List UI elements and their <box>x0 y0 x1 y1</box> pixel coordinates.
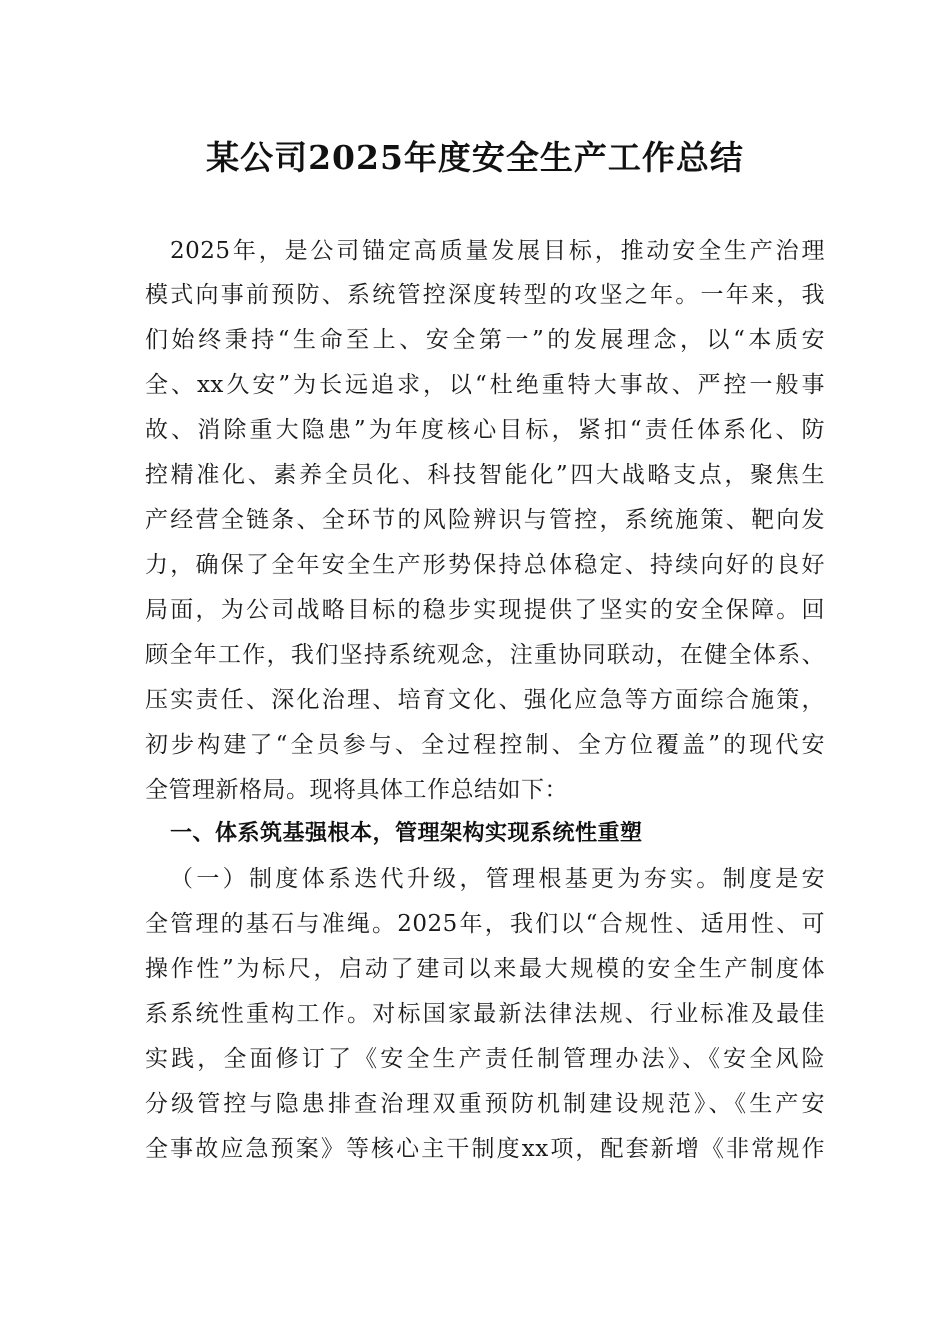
paragraph-line: 控精准化、素养全员化、科技智能化”四大战略支点，聚焦生 <box>145 462 825 488</box>
document-title: 某公司2025年度安全生产工作总结 <box>206 138 744 177</box>
paragraph-line: 力，确保了全年安全生产形势保持总体稳定、持续向好的良好 <box>145 552 825 578</box>
paragraph-line: 初步构建了“全员参与、全过程控制、全方位覆盖”的现代安 <box>145 732 825 758</box>
paragraph-line: 2025年，是公司锚定高质量发展目标，推动安全生产治理 <box>170 238 825 264</box>
paragraph-line: 分级管控与隐患排查治理双重预防机制建设规范》、《生产安 <box>145 1091 825 1117</box>
paragraph-line: 全、xx久安”为长远追求，以“杜绝重特大事故、严控一般事 <box>145 372 825 398</box>
paragraph-line: 们始终秉持“生命至上、安全第一”的发展理念，以“本质安 <box>145 327 825 353</box>
paragraph-line: 全管理新格局。现将具体工作总结如下： <box>145 777 568 803</box>
paragraph-line: 故、消除重大隐患”为年度核心目标，紧扣“责任体系化、防 <box>145 417 825 443</box>
paragraph-line: 压实责任、深化治理、培育文化、强化应急等方面综合施策， <box>145 687 825 713</box>
paragraph-line: 操作性”为标尺，启动了建司以来最大规模的安全生产制度体 <box>145 956 825 982</box>
paragraph-line: 全管理的基石与准绳。2025年，我们以“合规性、适用性、可 <box>145 911 825 937</box>
paragraph-line: 产经营全链条、全环节的风险辨识与管控，系统施策、靶向发 <box>145 507 825 533</box>
paragraph-line: 顾全年工作，我们坚持系统观念，注重协同联动，在健全体系、 <box>145 642 825 668</box>
paragraph-line: 全事故应急预案》等核心主干制度xx项，配套新增《非常规作 <box>145 1136 825 1162</box>
paragraph-line: 实践，全面修订了《安全生产责任制管理办法》、《安全风险 <box>145 1046 825 1072</box>
section-heading: 一、体系筑基强根本，管理架构实现系统性重塑 <box>170 821 643 846</box>
paragraph-line: 模式向事前预防、系统管控深度转型的攻坚之年。一年来，我 <box>145 282 825 308</box>
paragraph-line: 局面，为公司战略目标的稳步实现提供了坚实的安全保障。回 <box>145 597 825 623</box>
paragraph-line: 系系统性重构工作。对标国家最新法律法规、行业标准及最佳 <box>145 1001 825 1027</box>
paragraph-line: （一）制度体系迭代升级，管理根基更为夯实。制度是安 <box>170 866 825 892</box>
